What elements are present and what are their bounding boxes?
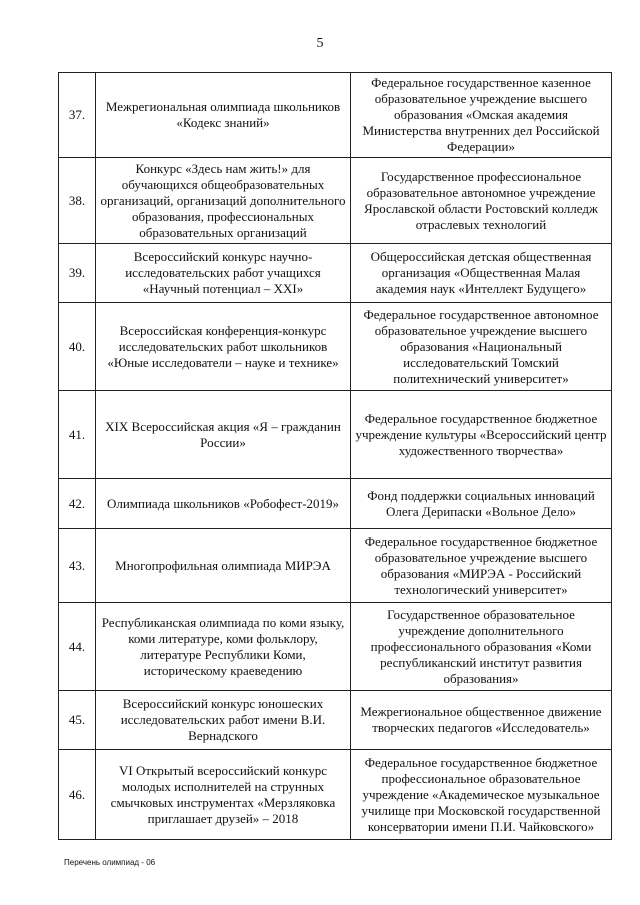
- row-number: 41.: [59, 391, 96, 479]
- olympiad-name: Олимпиада школьников «Робофест-2019»: [96, 479, 351, 529]
- row-number: 46.: [59, 750, 96, 840]
- olympiad-name: Межрегиональная олимпиада школьников «Кодекс знаний»: [96, 73, 351, 158]
- row-number: 39.: [59, 244, 96, 303]
- table-row: [59, 479, 612, 529]
- organizer: Государственное образовательное учреждение дополнительного профессионального образования «Коми республиканский институт развития образования»: [351, 603, 612, 691]
- table-row: [59, 73, 612, 158]
- olympiad-name: Многопрофильная олимпиада МИРЭА: [96, 529, 351, 603]
- row-number: 42.: [59, 479, 96, 529]
- olympiad-name: Всероссийский конкурс научно-исследовательских работ учащихся «Научный потенциал – XXI»: [96, 244, 351, 303]
- organizer: Фонд поддержки социальных инноваций Олега Дерипаски «Вольное Дело»: [351, 479, 612, 529]
- table-row: [59, 529, 612, 603]
- olympiad-name: Конкурс «Здесь нам жить!» для обучающихся общеобразовательных организаций, организаций дополнительного образования, профессиональных образовательных организаций: [96, 158, 351, 244]
- page-number: 5: [316, 36, 324, 51]
- olympiad-name: Всероссийский конкурс юношеских исследовательских работ имени В.И. Вернадского: [96, 691, 351, 750]
- row-number: 43.: [59, 529, 96, 603]
- organizer: Федеральное государственное бюджетное профессиональное образовательное учреждение «Академическое музыкальное училище при Московской государственной консерватории имени П.И. Чайковского»: [351, 750, 612, 840]
- row-number: 45.: [59, 691, 96, 750]
- footer-note: Перечень олимпиад - 06: [64, 858, 156, 867]
- olympiad-name: Всероссийская конференция-конкурс исследовательских работ школьников «Юные исследователи – науке и технике»: [96, 303, 351, 391]
- table-row: [59, 603, 612, 691]
- organizer: Федеральное государственное автономное образовательное учреждение высшего образования «Национальный исследовательский Томский политехнический университет»: [351, 303, 612, 391]
- organizer: Федеральное государственное бюджетное образовательное учреждение высшего образования «МИРЭА - Российский технологический университет»: [351, 529, 612, 603]
- organizer: Общероссийская детская общественная организация «Общественная Малая академия наук «Интеллект Будущего»: [351, 244, 612, 303]
- table-row: [59, 303, 612, 391]
- olympiad-table: [58, 72, 612, 840]
- row-number: 44.: [59, 603, 96, 691]
- organizer: Государственное профессиональное образовательное автономное учреждение Ярославской области Ростовский колледж отраслевых технологий: [351, 158, 612, 244]
- row-number: 40.: [59, 303, 96, 391]
- olympiad-name: VI Открытый всероссийский конкурс молодых исполнителей на струнных смычковых инструментах «Мерзляковка приглашает друзей» – 2018: [96, 750, 351, 840]
- table-row: [59, 691, 612, 750]
- organizer: Федеральное государственное казенное образовательное учреждение высшего образования «Омская академия Министерства внутренних дел Российской Федерации»: [351, 73, 612, 158]
- table-row: [59, 158, 612, 244]
- organizer: Федеральное государственное бюджетное учреждение культуры «Всероссийский центр художественного творчества»: [351, 391, 612, 479]
- row-number: 37.: [59, 73, 96, 158]
- table-row: [59, 750, 612, 840]
- row-number: 38.: [59, 158, 96, 244]
- organizer: Межрегиональное общественное движение творческих педагогов «Исследователь»: [351, 691, 612, 750]
- olympiad-name: Республиканская олимпиада по коми языку, коми литературе, коми фольклору, литературе Республики Коми, историческому краеведению: [96, 603, 351, 691]
- table-row: [59, 244, 612, 303]
- table-row: [59, 391, 612, 479]
- olympiad-name: XIX Всероссийская акция «Я – гражданин России»: [96, 391, 351, 479]
